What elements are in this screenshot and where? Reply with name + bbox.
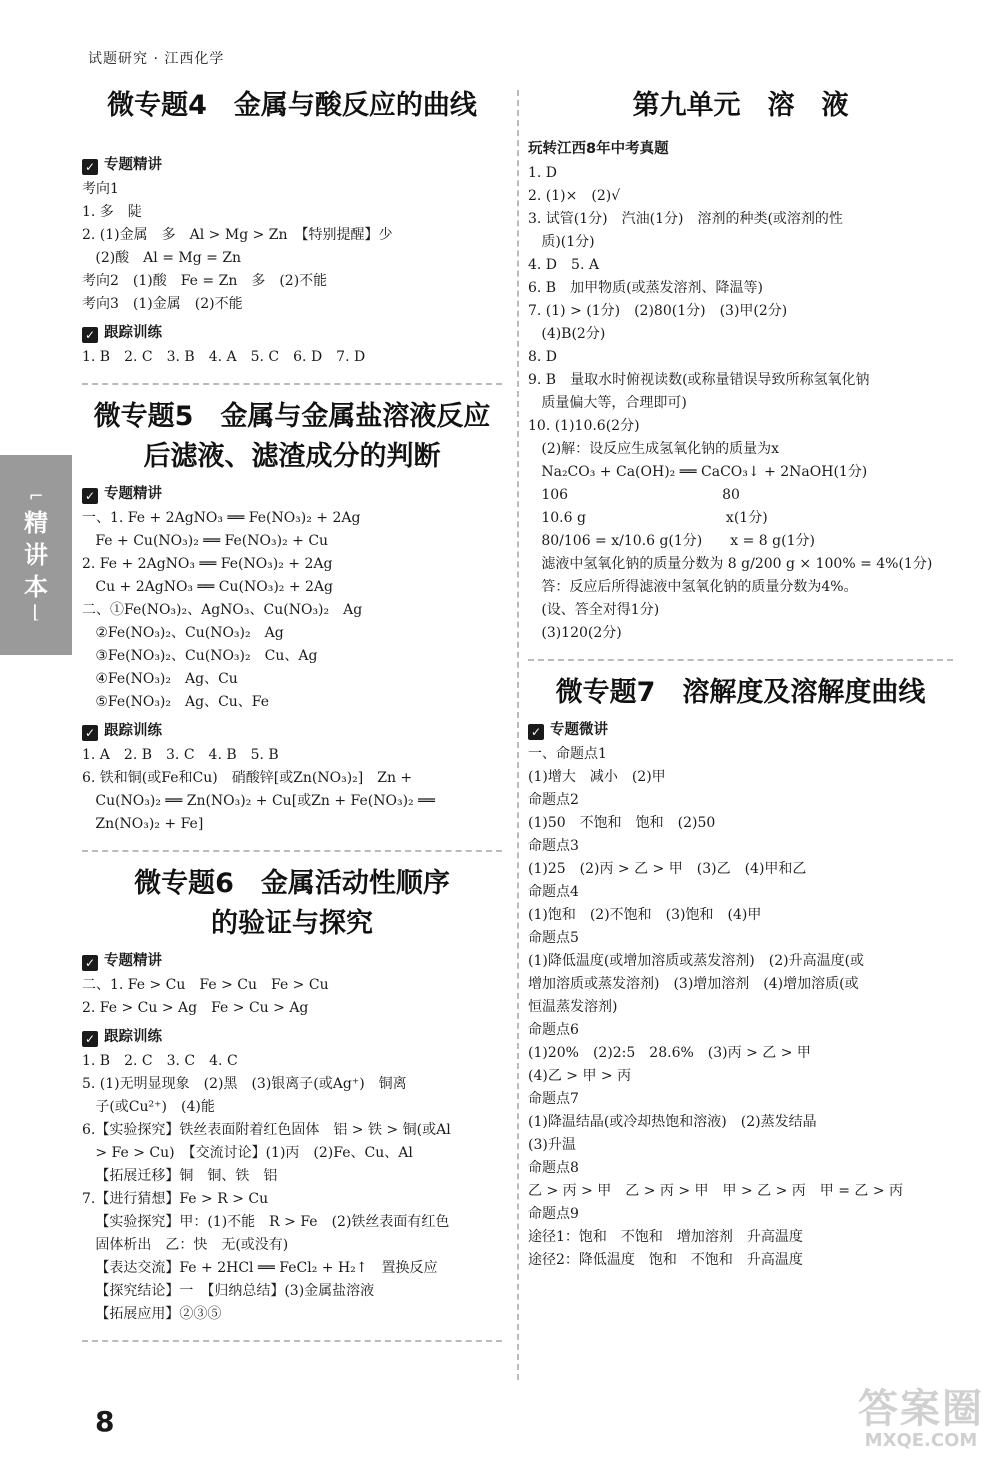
answer-line: 考向3 (1)金属 (2)不能 [82,296,243,312]
check-icon: ✓ [82,1031,98,1047]
answer-line: 1. A 2. B 3. C 4. B 5. B [82,747,279,763]
answer-list [82,1050,502,1326]
tab-char: 本 [24,573,48,601]
section-divider [528,659,953,661]
answer-line: 命题点7 [528,1091,579,1107]
section-heading: ✓ 专题微讲 [528,717,953,743]
answer-line: 命题点2 [528,792,579,808]
answer-line: 【实验探究】甲：(1)不能 R > Fe (2)铁丝表面有红色 [82,1214,450,1230]
section-divider [82,383,502,385]
answer-line: 106 80 [528,487,740,503]
answer-line: (4)B(2分) [528,326,606,342]
answer-line: ②Fe(NO₃)₂、Cu(NO₃)₂ Ag [82,625,284,641]
answer-list [82,507,502,714]
answer-line: (1)25 (2)丙 > 乙 > 甲 (3)乙 (4)甲和乙 [528,861,807,877]
section-heading: ✓ 跟踪训练 [82,718,502,744]
answer-line: 6. B 加甲物质(或蒸发溶剂、降温等) [528,280,764,296]
right-column [528,82,953,1272]
answer-line: 2. Fe + 2AgNO₃ ══ Fe(NO₃)₂ + 2Ag [82,556,333,572]
answer-line: 8. D [528,349,558,365]
answer-line: 答：反应后所得滤液中氢氧化钠的质量分数为4%。 [528,579,858,595]
answer-line: 【拓展迁移】铜 铜、铁 铝 [82,1168,278,1184]
answer-line: (1)降低温度(或增加溶质或蒸发溶剂) (2)升高温度(或 [528,953,865,969]
watermark-url: MXQE.COM [864,1430,978,1451]
answer-line: 2. (1)× (2)√ [528,188,621,204]
answer-line: Fe + Cu(NO₃)₂ ══ Fe(NO₃)₂ + Cu [82,533,329,549]
answer-line: 80/106 = x/10.6 g(1分) x = 8 g(1分) [528,533,815,549]
page-number: 8 [95,1405,115,1438]
section-divider [82,1340,502,1342]
answer-line: 10. (1)10.6(2分) [528,418,640,434]
answer-line: (3)升温 [528,1137,576,1153]
check-icon: ✓ [82,725,98,741]
answer-line: 7.【进行猜想】Fe > R > Cu [82,1191,269,1207]
answer-line: (4)乙 > 甲 > 丙 [528,1068,632,1084]
answer-line: 二、①Fe(NO₃)₂、AgNO₃、Cu(NO₃)₂ Ag [82,602,363,618]
answer-line: 【探究结论】一 【归纳总结】(3)金属盐溶液 [82,1283,375,1299]
tab-bracket-top: ⌐ [28,486,44,507]
answer-line: 命题点3 [528,838,579,854]
answer-line: (1)降温结晶(或冷却热饱和溶液) (2)蒸发结晶 [528,1114,817,1130]
watermark-logo [858,1387,984,1451]
answer-line: 命题点5 [528,930,579,946]
answer-line: 5. (1)无明显现象 (2)黑 (3)银离子(或Ag⁺) 铜离 [82,1076,407,1092]
answer-line: 子(或Cu²⁺) (4)能 [82,1099,215,1115]
answer-list [528,743,953,1272]
section-heading: ✓ 专题精讲 [82,481,502,507]
answer-line: 4. D 5. A [528,257,599,273]
watermark-text: 答案圈 [858,1386,984,1432]
answer-line: Na₂CO₃ + Ca(OH)₂ ══ CaCO₃↓ + 2NaOH(1分) [528,464,868,480]
answer-line: 2. Fe > Cu > Ag Fe > Cu > Ag [82,1000,309,1016]
answer-line: 一、命题点1 [528,746,607,762]
answer-line: 一、1. Fe + 2AgNO₃ ══ Fe(NO₃)₂ + 2Ag [82,510,361,526]
answer-line: 质)(1分) [528,234,595,250]
answer-line: 【拓展应用】②③⑤ [82,1306,222,1322]
running-header: 试题研究 · 江西化学 [88,51,225,67]
answer-line: Cu + 2AgNO₃ ══ Cu(NO₃)₂ + 2Ag [82,579,334,595]
section-title-line2: 后滤液、滤渣成分的判断 [143,441,441,472]
answer-line: 考向2 (1)酸 Fe = Zn 多 (2)不能 [82,273,328,289]
section-title-line2: 的验证与探究 [211,908,373,939]
answer-line: 途径2：降低温度 饱和 不饱和 升高温度 [528,1252,803,1268]
answer-line: 3. 试管(1分) 汽油(1分) 溶剂的种类(或溶剂的性 [528,211,843,227]
answer-line: 9. B 量取水时俯视读数(或称量错误导致所称氢氧化钠 [528,372,870,388]
answer-line: 增加溶质或蒸发溶剂) (3)增加溶剂 (4)增加溶质(或 [528,976,859,992]
answer-line: 6. 铁和铜(或Fe和Cu) 硝酸锌[或Zn(NO₃)₂] Zn + [82,770,413,786]
answer-line: 2. (1)金属 多 Al > Mg > Zn 【特别提醒】少 [82,227,393,243]
answer-line: (3)120(2分) [528,625,622,641]
tab-char: 讲 [24,541,48,569]
tab-char: 精 [24,509,48,537]
answer-line: 质量偏大等，合理即可) [528,395,687,411]
section-title: 微专题5 金属与金属盐溶液反应 [93,401,491,432]
answer-list [528,162,953,645]
check-icon: ✓ [82,159,98,175]
answer-line: 7. (1) > (1分) (2)80(1分) (3)甲(2分) [528,303,788,319]
section-heading: ✓ 跟踪训练 [82,320,502,346]
answer-line: 10.6 g x(1分) [528,510,768,526]
answer-line: 固体析出 乙：快 无(或没有) [82,1237,289,1253]
answer-line: (2)解：设反应生成氢氧化钠的质量为x [528,441,780,457]
answer-list [82,974,502,1020]
answer-line: ③Fe(NO₃)₂、Cu(NO₃)₂ Cu、Ag [82,648,318,664]
section-title: 微专题4 金属与酸反应的曲线 [107,90,477,121]
section-title: 微专题6 金属活动性顺序 [134,868,450,899]
check-icon: ✓ [82,955,98,971]
answer-line: Zn(NO₃)₂ + Fe] [82,816,204,832]
section-tab [0,455,72,655]
answer-line: 考向1 [82,181,119,197]
left-column [82,82,502,1354]
tab-bracket-bottom: ⌊ [32,602,40,623]
answer-line: 【表达交流】Fe + 2HCl ══ FeCl₂ + H₂↑ 置换反应 [82,1260,438,1276]
answer-line: 命题点4 [528,884,579,900]
section-heading: ✓ 专题精讲 [82,152,502,178]
answer-line: 滤液中氢氧化钠的质量分数为 8 g/200 g × 100% = 4%(1分) [528,556,933,572]
answer-line: > Fe > Cu) 【交流讨论】(1)丙 (2)Fe、Cu、Al [82,1145,413,1161]
answer-line: ④Fe(NO₃)₂ Ag、Cu [82,671,238,687]
section-divider [82,850,502,852]
check-icon: ✓ [82,488,98,504]
answer-line: (1)50 不饱和 饱和 (2)50 [528,815,716,831]
answer-line: 乙 > 丙 > 甲 乙 > 丙 > 甲 甲 > 乙 > 丙 甲 = 乙 > 丙 [528,1183,904,1199]
answer-line: 命题点9 [528,1206,579,1222]
answer-line: 1. D [528,165,558,181]
check-icon: ✓ [82,327,98,343]
check-icon: ✓ [528,724,544,740]
answer-line: ⑤Fe(NO₃)₂ Ag、Cu、Fe [82,694,270,710]
answer-list [82,744,502,836]
unit-title: 第九单元 溶 液 [632,90,849,121]
answer-line: (1)饱和 (2)不饱和 (3)饱和 (4)甲 [528,907,762,923]
answer-line: 1. B 2. C 3. B 4. A 5. C 6. D 7. D [82,349,366,365]
answer-line: Cu(NO₃)₂ ══ Zn(NO₃)₂ + Cu[或Zn + Fe(NO₃)₂ ══ [82,793,435,809]
answer-line: 1. B 2. C 3. C 4. C [82,1053,238,1069]
answer-list [82,178,502,316]
section-heading: ✓ 跟踪训练 [82,1024,502,1050]
answer-line: 途径1：饱和 不饱和 增加溶剂 升高温度 [528,1229,803,1245]
answer-line: 命题点8 [528,1160,579,1176]
answer-line: (2)酸 Al = Mg = Zn [82,250,242,266]
answer-line: 二、1. Fe > Cu Fe > Cu Fe > Cu [82,977,329,993]
answer-line: 命题点6 [528,1022,579,1038]
answer-line: 1. 多 陡 [82,204,142,220]
column-divider [517,90,519,1380]
section-heading: ✓ 专题精讲 [82,948,502,974]
subsection-heading: 玩转江西8年中考真题 [528,141,669,157]
answer-line: (设、答全对得1分) [528,602,660,618]
answer-line: 恒温蒸发溶剂) [528,999,618,1015]
section-title: 微专题7 溶解度及溶解度曲线 [555,677,926,708]
answer-line: (1)20% (2)2:5 28.6% (3)丙 > 乙 > 甲 [528,1045,811,1061]
answer-line: (1)增大 减小 (2)甲 [528,769,666,785]
answer-line: 6.【实验探究】铁丝表面附着红色固体 铝 > 铁 > 铜(或Al [82,1122,451,1138]
